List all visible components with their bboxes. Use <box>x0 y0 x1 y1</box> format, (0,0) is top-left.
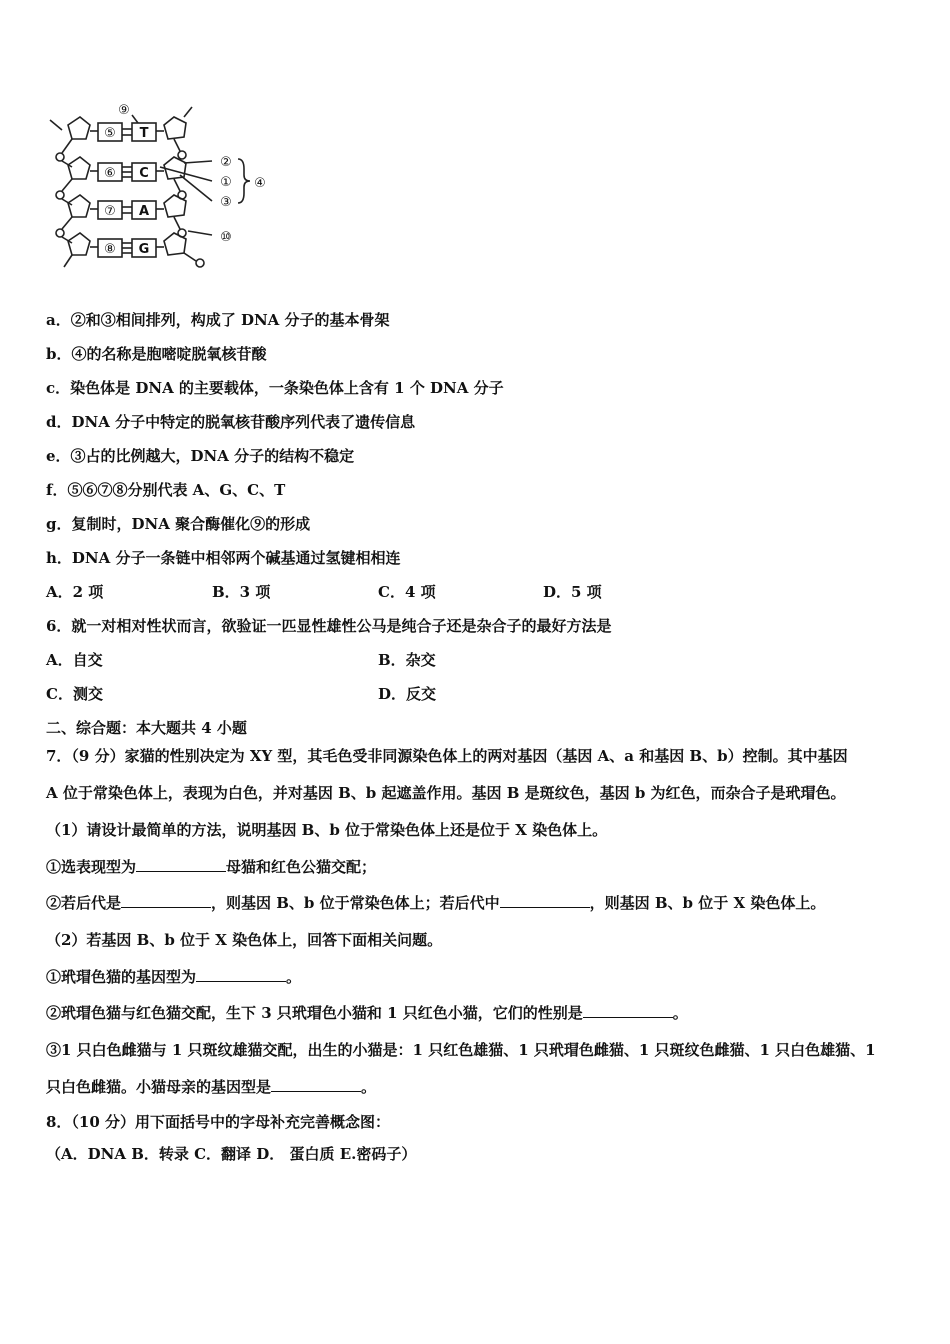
q6-option-d[interactable]: D．反交 <box>378 685 437 703</box>
q7-item-3 <box>46 967 301 987</box>
label-7: ⑦ <box>104 204 116 219</box>
statement-e: e．③占的比例越大，DNA 分子的结构不稳定 <box>46 447 355 465</box>
label-5: ⑤ <box>104 126 116 141</box>
section-heading: 二、综合题：本大题共 4 小题 <box>46 719 247 737</box>
deoxyribose-right-1 <box>164 117 186 139</box>
q7-item-4 <box>46 1003 688 1023</box>
q7-item-1-suffix: 母猫和红色公猫交配； <box>226 858 377 876</box>
q7-item-2-suffix: ，则基因 B、b 位于 X 染色体上。 <box>589 894 826 912</box>
q5-option-b[interactable]: B．3 项 <box>212 583 271 601</box>
q7-item-5-line-1: ③1 只白色雌猫与 1 只斑纹雄猫交配，出生的小猫是：1 只红色雄猫、1 只玳瑁色雌猫、1 只斑纹色雌猫、1 只白色雄猫、1 <box>46 1041 876 1059</box>
label-9: ⑨ <box>118 103 130 118</box>
q7-item-5-suffix: 。 <box>361 1078 377 1096</box>
q7-item-1-prefix: ①选表现型为 <box>46 858 137 876</box>
q7-item-4-suffix: 。 <box>672 1004 688 1022</box>
answer-blank-3[interactable] <box>500 893 590 908</box>
q7-part-2: （2）若基因 B、b 位于 X 染色体上，回答下面相关问题。 <box>46 931 443 949</box>
statement-d: d．DNA 分子中特定的脱氧核苷酸序列代表了遗传信息 <box>46 413 416 431</box>
q5-option-d[interactable]: D．5 项 <box>543 583 602 601</box>
answer-blank-5[interactable] <box>583 1003 673 1018</box>
deoxyribose-left-2 <box>68 157 90 179</box>
backbone-line <box>50 120 62 130</box>
label-6: ⑥ <box>104 166 116 181</box>
dna-structure-diagram <box>40 95 280 280</box>
answer-blank-1[interactable] <box>136 857 226 872</box>
label-8: ⑧ <box>104 242 116 257</box>
q7-line-2: A 位于常染色体上，表现为白色，并对基因 B、b 起遮盖作用。基因 B 是斑纹色，基因 b 为红色，而杂合子是玳瑁色。 <box>46 784 846 802</box>
base-2: C <box>139 166 149 181</box>
deoxyribose-left-3 <box>68 195 90 217</box>
deoxyribose-left-4 <box>68 233 90 255</box>
label-1: ① <box>220 175 232 190</box>
q7-item-2 <box>46 893 825 913</box>
phosphate-left-3 <box>56 229 64 237</box>
q6-stem: 6．就一对相对性状而言，欲验证一匹显性雄性公马是纯合子还是杂合子的最好方法是 <box>46 617 612 635</box>
q7-part-1: （1）请设计最简单的方法，说明基因 B、b 位于常染色体上还是位于 X 染色体上。 <box>46 821 608 839</box>
q7-item-3-suffix: 。 <box>286 968 302 986</box>
answer-blank-6[interactable] <box>271 1077 361 1092</box>
phosphate-left-1 <box>56 153 64 161</box>
q7-line-1: 7．（9 分）家猫的性别决定为 XY 型，其毛色受非同源染色体上的两对基因（基因 A、a 和基因 B、b）控制。其中基因 <box>46 747 848 765</box>
q7-item-3-prefix: ①玳瑁色猫的基因型为 <box>46 968 197 986</box>
label-2: ② <box>220 155 232 170</box>
q7-item-1 <box>46 857 376 877</box>
q6-option-c[interactable]: C．测交 <box>46 685 103 703</box>
label-3: ③ <box>220 195 232 210</box>
q7-item-4-prefix: ②玳瑁色猫与红色猫交配，生下 3 只玳瑁色小猫和 1 只红色小猫，它们的性别是 <box>46 1004 583 1022</box>
phosphate-right-1 <box>178 151 186 159</box>
q7-item-2-mid: ，则基因 B、b 位于常染色体上；若后代中 <box>211 894 500 912</box>
base-1: T <box>139 126 149 141</box>
q8-stem: 8．（10 分）用下面括号中的字母补充完善概念图： <box>46 1113 391 1131</box>
base-3: A <box>138 204 150 219</box>
statement-f: f．⑤⑥⑦⑧分别代表 A、G、C、T <box>46 481 286 499</box>
base-4: G <box>138 242 150 257</box>
q5-option-a[interactable]: A．2 项 <box>46 583 104 601</box>
statement-a: a．②和③相间排列，构成了 DNA 分子的基本骨架 <box>46 311 390 329</box>
label-4: ④ <box>254 176 266 191</box>
q7-item-5-prefix: 只白色雌猫。小猫母亲的基因型是 <box>46 1078 272 1096</box>
q6-option-a[interactable]: A．自交 <box>46 651 103 669</box>
statement-g: g．复制时，DNA 聚合酶催化⑨的形成 <box>46 515 311 533</box>
q7-item-2-prefix: ②若后代是 <box>46 894 122 912</box>
answer-blank-2[interactable] <box>121 893 211 908</box>
q5-option-c[interactable]: C．4 项 <box>378 583 436 601</box>
q8-choices: （A．DNA B．转录 C．翻译 D． 蛋白质 E.密码子） <box>46 1145 417 1163</box>
phosphate-right-4 <box>196 259 204 267</box>
statement-c: c．染色体是 DNA 的主要载体，一条染色体上含有 1 个 DNA 分子 <box>46 379 504 397</box>
phosphate-left-2 <box>56 191 64 199</box>
q7-item-5-line-2 <box>46 1077 376 1097</box>
answer-blank-4[interactable] <box>196 967 286 982</box>
q6-option-b[interactable]: B．杂交 <box>378 651 436 669</box>
deoxyribose-left-1 <box>68 117 90 139</box>
label-10: ⑩ <box>220 230 232 245</box>
statement-h: h．DNA 分子一条链中相邻两个碱基通过氢键相相连 <box>46 549 401 567</box>
deoxyribose-right-2 <box>164 157 186 179</box>
statement-b: b．④的名称是胞嘧啶脱氧核苷酸 <box>46 345 267 363</box>
